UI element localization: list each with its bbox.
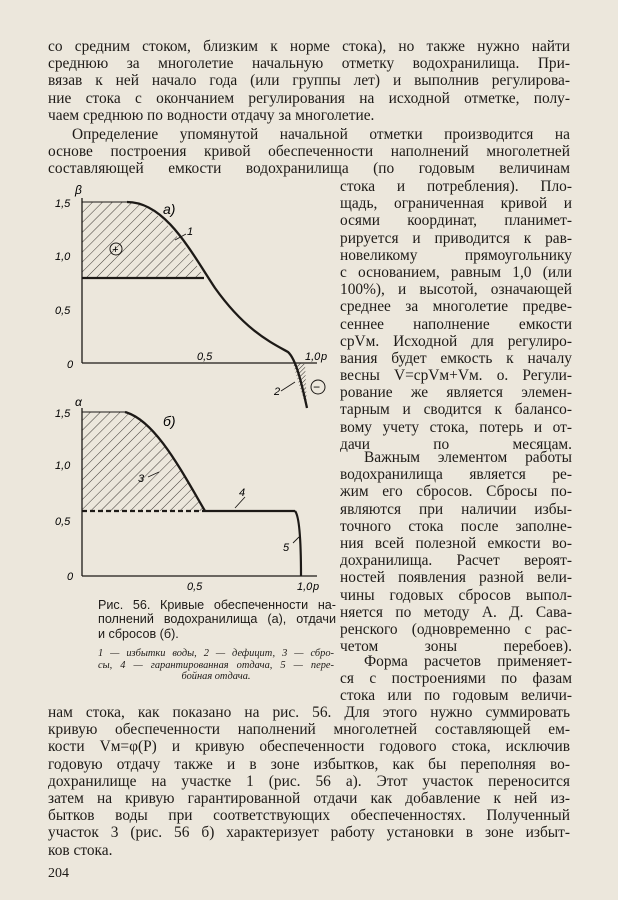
text-line: рование же является элемен- [340, 384, 572, 402]
caption-line: Рис. 56. Кривые обеспеченности на- [98, 598, 336, 612]
text-line: Форма расчетов применяет- [364, 653, 572, 670]
text-line: весны V=срVм+Vм. о. Регули- [340, 367, 572, 385]
text-line: 100%), и высотой, означающей [340, 281, 572, 299]
text-line: нам стока, как показано на рис. 56. Для этого нужно суммировать [48, 704, 570, 721]
minus-sign: − [313, 380, 321, 394]
text-line: Важным элементом работы [364, 449, 572, 466]
text-line: ностей появления разной вели- [340, 569, 572, 587]
text-line: кости Vм=φ(P) и кривую обеспеченности годового стока, исключив [48, 738, 570, 756]
text-line: водохранилища является ре- [340, 466, 572, 484]
curve-label-5: 5 [283, 542, 290, 554]
text-line: новеликому прямоугольнику [340, 246, 572, 264]
text-line: точного стока после заполне- [340, 517, 572, 535]
text-line: ренского (одновременно с рас- [340, 620, 572, 638]
curve-label-1: 1 [187, 226, 194, 238]
text-line: стока или по годовым величи- [340, 687, 572, 705]
ytick-label: 1,5 [55, 408, 71, 420]
right-column-text-3 [340, 653, 572, 705]
second-paragraph [48, 126, 570, 178]
figure-caption [98, 598, 336, 641]
bottom-paragraph [48, 704, 570, 859]
text-line: Определение упомянутой начальной отметки производится на [72, 126, 570, 143]
excess-area-1 [82, 202, 204, 278]
text-line: сеннее наполнение емкости [340, 315, 572, 333]
ytick-label: 1,0 [55, 251, 71, 263]
text-line: кривую обеспеченности наполнений многолетней составляющей ем- [48, 721, 570, 739]
xtick-label: 0,5 [187, 581, 203, 593]
text-line: ков стока. [48, 841, 113, 859]
text-line: ние стока с окончанием регулирования на исходной отметке, полу- [48, 89, 570, 107]
interruption-curve-5 [295, 511, 301, 576]
text-line: ся с построениями по фазам [340, 670, 572, 688]
text-line: тарным и сводится к балансо- [340, 401, 572, 419]
leader-2 [281, 382, 295, 391]
y-axis-label-b: α [75, 395, 82, 409]
text-line: участок 3 (рис. 56 б) характеризует работу установки в зоне избыт- [48, 824, 570, 842]
text-line: четом зоны перебоев). [340, 638, 572, 656]
ytick-label: 0,5 [55, 516, 71, 528]
text-line: дохранилища. Расчет вероят- [340, 552, 572, 570]
text-line: дохранилище на участке 1 (рис. 56 а). Этот участок переносится [48, 772, 570, 790]
text-line: вязав к ней начало года (или группы лет) и выполнив регулирова- [48, 72, 570, 90]
text-line: основе построения кривой обеспеченности наполнений многолетней [48, 143, 570, 161]
panel-label-b: б) [163, 413, 176, 429]
text-line: затем на кривую гарантированной отдачи как добавление к ней из- [48, 789, 570, 807]
text-line: чаем среднюю по водности отдачу за многолетие. [48, 106, 375, 124]
right-column-text-2 [340, 449, 572, 655]
text-line: являются при наличии избы- [340, 500, 572, 518]
text-line: няется по методу А. Д. Сава- [340, 603, 572, 621]
text-line: ния всей полезной емкости во- [340, 534, 572, 552]
text-line: среднюю за многолетие начальную отметку водохранилища. При- [48, 55, 570, 73]
figure-56-svg [55, 180, 345, 600]
text-line: годовую отдачу также и в зоне избытков, как бы переполняя во- [48, 755, 570, 773]
y-axis-label-a: β [75, 183, 82, 197]
legend-line: бойная отдача. [181, 671, 251, 683]
text-line: рируется и приводится к рав- [340, 229, 572, 247]
page-number: 204 [48, 866, 69, 881]
legend-line: сы, 4 — гарантированная отдача, 5 — пере- [98, 659, 334, 671]
text-line: срVм. Исходной для регулиро- [340, 332, 572, 350]
legend-line: 1 — избытки воды, 2 — дефицит, 3 — сбро- [98, 648, 334, 659]
ytick-label: 1,0 [55, 460, 71, 472]
text-line: стока и потребления). Пло- [340, 178, 572, 195]
xtick-label: 1,0 [305, 351, 321, 363]
curve-label-4: 4 [239, 487, 246, 499]
text-line: жим его сбросов. Сбросы по- [340, 483, 572, 501]
text-line: со средним стоком, близким к норме стока), но также нужно найти [48, 38, 570, 55]
text-line: вому учету стока, потерь и от- [340, 418, 572, 436]
caption-line: и сбросов (б). [98, 626, 179, 641]
chart-panel-a [55, 183, 327, 408]
plus-sign: + [112, 244, 119, 256]
caption-line: полнений водохранилища (а), отдачи [98, 612, 336, 627]
text-line: составляющей емкости водохранилища (по годовым величинам [48, 160, 570, 178]
xtick-label: 0,5 [197, 351, 213, 363]
panel-label-a: а) [163, 201, 176, 217]
deficit-label-2: 2 [274, 386, 281, 398]
top-paragraph [48, 38, 570, 124]
text-line: чины годовых сбросов выпол- [340, 586, 572, 604]
chart-panel-b [55, 395, 319, 593]
ytick-label: 1,5 [55, 198, 71, 210]
text-line: вания будет емкость к началу [340, 349, 572, 367]
ytick-label: 0,5 [55, 305, 71, 317]
text-line: щадь, ограниченная кривой и [340, 195, 572, 213]
curve-label-3: 3 [138, 473, 145, 485]
spill-area-3 [82, 412, 205, 511]
text-line: с основанием, равным 1,0 (или [340, 263, 572, 281]
figure-56 [55, 180, 345, 600]
leader-5 [293, 537, 299, 543]
right-column-text [340, 178, 572, 453]
xtick-label: 1,0 [297, 581, 313, 593]
text-line: дачи по месяцам. [340, 435, 572, 453]
text-line: среднее за многолетие предве- [340, 298, 572, 316]
x-axis-label-b: p [313, 581, 320, 593]
ytick-label: 0 [67, 359, 74, 371]
figure-legend [98, 648, 334, 683]
x-axis-label-a: p [321, 351, 328, 363]
ytick-label: 0 [67, 571, 74, 583]
text-line: бытков воды при соответствующих обеспеченностях. Полученный [48, 807, 570, 825]
text-line: осями координат, планимет- [340, 212, 572, 230]
